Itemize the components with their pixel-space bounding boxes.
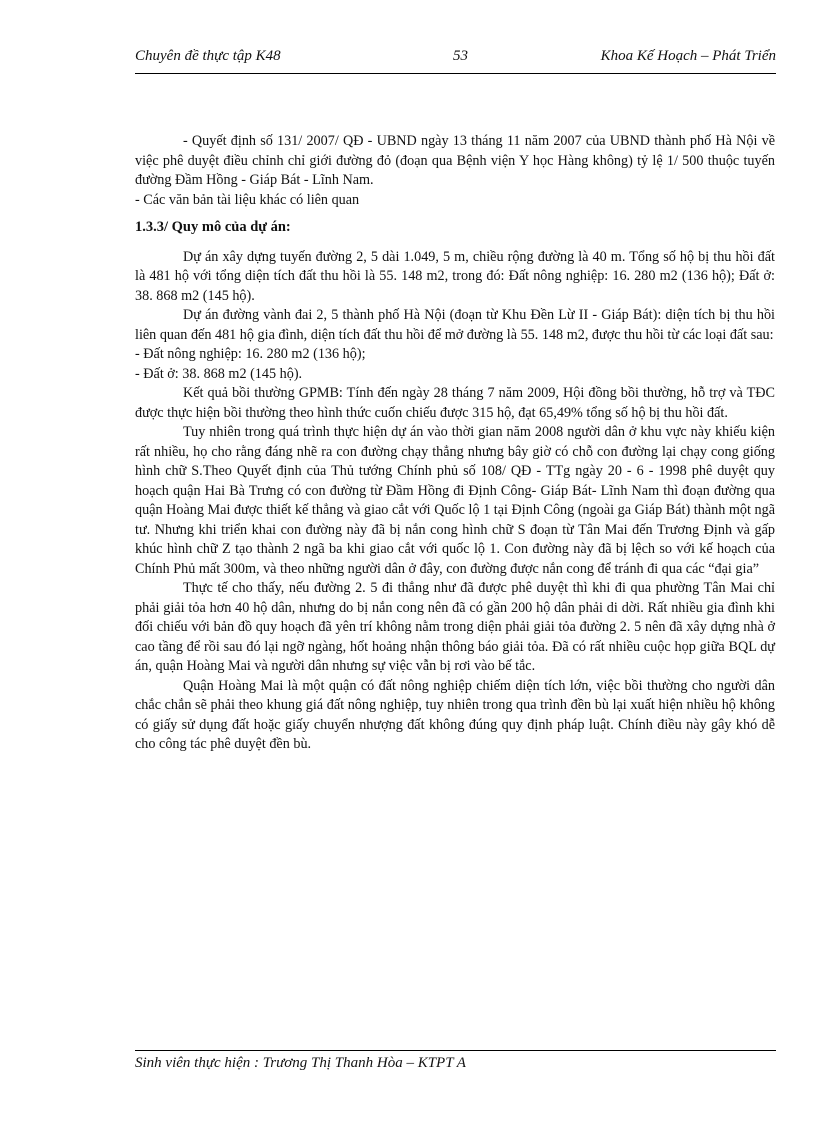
document-body [135,132,775,755]
paragraph-reality: Thực tế cho thấy, nếu đường 2. 5 đi thẳng như đã được phê duyệt thì khi đi qua phường Tân Mai chỉ phải giải tỏa hơn 40 hộ dân, nhưng do bị nắn cong nên đã có gần 200 hộ dân phải di dời. Rất nhiều gia đình khi đối chiếu với bản đồ quy hoạch đã yên trí không nằm trong diện phải giải tỏa đường 2. 5 nên đã xây dựng nhà ở cao tầng để rồi sau đó lại ngỡ ngàng, hốt hoảng nhận thông báo giải tỏa. Đã có rất nhiều cuộc họp giữa BQL dự án, quận Hoàng Mai và người dân nhưng sự việc vẫn bị rơi vào bế tắc. [135,580,775,674]
page-header [135,48,776,70]
list-item-agricultural-land: - Đất nông nghiệp: 16. 280 m2 (136 hộ); [135,346,366,362]
page-number: 53 [453,48,468,64]
section-heading: 1.3.3/ Quy mô của dự án: [135,219,291,235]
paragraph-other-documents: - Các văn bản tài liệu khác có liên quan [135,191,360,208]
paragraph-compensation-result: Kết quả bồi thường GPMB: Tính đến ngày 28 tháng 7 năm 2009, Hội đồng bồi thường, hỗ trợ và TĐC được thực hiện bồi thường theo hình thức cuốn chiếu được 315 hộ, đạt 65,49% tổng số hộ bị thu hồi đất. [135,385,775,421]
paragraph-project-scale: Dự án xây dựng tuyến đường 2, 5 dài 1.049, 5 m, chiều rộng đường là 40 m. Tổng số hộ bị thu hồi đất là 481 hộ với tổng diện tích đất thu hồi là 55. 148 m2, trong đó: Đất nông nghiệp: 16. 280 m2 (136 hộ); Đất ở: 38. 868 m2 (145 hộ). [135,248,775,304]
header-course-title: Chuyên đề thực tập K48 [135,48,281,64]
footer-divider [135,1050,776,1051]
paragraph-ring-road: Dự án đường vành đai 2, 5 thành phố Hà Nội (đoạn từ Khu Đền Lừ II - Giáp Bát): diện tích bị thu hồi liên quan đến 481 hộ gia đình, diện tích đất thu hồi để mở đường là 55. 148 m2, được thu hồi từ các loại đất sau: [135,307,775,343]
paragraph-hoang-mai: Quận Hoàng Mai là một quận có đất nông nghiệp chiếm diện tích lớn, việc bồi thường cho người dân chắc chắn sẽ phải theo khung giá đất nông nghiệp, tuy nhiên trong qua trình đền bù lại xuất hiện nhiều hộ không có giấy sử dụng đất hoặc giấy chuyển nhượng đất không đúng quy định pháp luật. Chính điều này gây khó dễ cho công tác phê duyệt đền bù. [135,677,775,752]
paragraph-complaints: Tuy nhiên trong quá trình thực hiện dự án vào thời gian năm 2008 người dân ở khu vực này khiếu kiện rất nhiều, họ cho rằng đáng nhẽ ra con đường chạy thẳng nhưng bây giờ có chỗ con đường lại chạy cong giống hình chữ S.Theo Quyết định của Thủ tướng Chính phủ số 108/ QĐ - TTg ngày 20 - 6 - 1998 phê duyệt quy hoạch quận Hai Bà Trưng có con đường từ Đầm Hồng đi Định Công- Giáp Bát- Lĩnh Nam thì đoạn đường qua quận Hoàng Mai được thiết kế thẳng và giao cắt với Quốc lộ 1 tại Định Công (ngoài ga Giáp Bát) thành một ngã tư. Nhưng khi triển khai con đường này đã bị nắn cong hình chữ S đoạn từ Tân Mai đến Trương Định và gấp khúc hình chữ Z tạo thành 2 ngã ba khi giao cắt với quốc lộ 1. Con đường này đã bị lệch so với kế hoạch của Chính Phủ mất 300m, và theo những người dân ở đây, con đường được nắn cong để tránh đi qua các “đại gia” [135,424,775,577]
page-footer: Sinh viên thực hiện : Trương Thị Thanh Hòa – KTPT A [135,1055,466,1071]
header-faculty: Khoa Kế Hoạch – Phát Triển [600,48,776,64]
paragraph-decision-131: - Quyết định số 131/ 2007/ QĐ - UBND ngày 13 tháng 11 năm 2007 của UBND thành phố Hà Nội về việc phê duyệt điều chỉnh chỉ giới đường đỏ (đoạn qua Bệnh viện Y học Hàng không) tỷ lệ 1/ 500 thuộc tuyến đường Đầm Hồng - Giáp Bát - Lĩnh Nam. [135,133,775,188]
header-divider [135,73,776,74]
list-item-residential-land: - Đất ở: 38. 868 m2 (145 hộ). [135,365,303,382]
